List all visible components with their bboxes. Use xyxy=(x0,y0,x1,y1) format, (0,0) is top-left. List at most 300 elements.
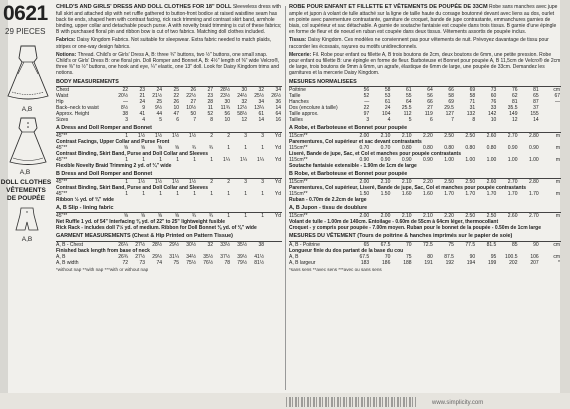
body-measure-cell: 23 xyxy=(207,92,213,99)
fr-measure-cell: 14 xyxy=(533,116,539,123)
fr-yardage-a-row-label: 115cm** xyxy=(289,157,308,164)
fr-yardage-b-cell: 1.70 xyxy=(507,191,518,198)
garment-measure-row-label: A, B width xyxy=(56,259,79,266)
yardage-b-cell: 2 xyxy=(227,179,230,186)
fr-garment-measure-cell: 95 xyxy=(490,253,497,260)
fr-yardage-slip-cell: 2.50 xyxy=(486,213,497,220)
yardage-b-cell: 2 xyxy=(210,179,213,186)
yardage-slip-cell: ¾ xyxy=(191,213,196,220)
fr-measure-cell: 66 xyxy=(427,98,433,105)
yardage-a-cell: 1 xyxy=(176,157,179,164)
fr-garment-measure-cell: 85 xyxy=(511,241,518,248)
fr-measure-cell: 64 xyxy=(427,86,433,93)
yardage-a-cell: 1 xyxy=(125,157,128,164)
body-measure-cell: 23 xyxy=(139,86,145,93)
fr-yardage-b-cell: 2.80 xyxy=(528,179,539,186)
fr-measure-row xyxy=(289,117,561,123)
fr-yardage-b-cell: m xyxy=(555,191,560,198)
envelope-edge-bottom xyxy=(0,393,570,409)
fr-yardage-b-cell: 1.70 xyxy=(486,191,497,198)
fr-measure-cell: 127 xyxy=(445,110,454,117)
fr-garment-measure-cell: 75 xyxy=(448,241,454,248)
fr-measure-cell: 112 xyxy=(403,110,412,117)
french-title: ROBE POUR ENFANT ET FILLETTE ET VÊTEMENTS DE POUPÉE DE 33CM xyxy=(289,4,488,10)
fr-garment-measure-row-label: A, B largeur xyxy=(289,259,316,266)
fr-measure-cell: 58 xyxy=(384,86,391,93)
body-measure-cell: 58½ xyxy=(237,110,247,117)
fr-yardage-a-cell: 0.80 xyxy=(486,145,497,152)
fr-measure-row-label: Taille approx. xyxy=(289,110,319,117)
doll-clothes-label: DOLL CLOTHES xyxy=(0,179,52,186)
yardage-a-cell: Yd xyxy=(274,157,281,164)
fr-yardage-a-cell: 0.90 xyxy=(359,157,370,164)
fr-measure-cell: 66 xyxy=(448,86,454,93)
garment-measure-cell: 39½ xyxy=(237,253,247,260)
fabrics-label: Fabrics: xyxy=(56,37,76,44)
yardage-b-cell: 1 xyxy=(244,191,247,198)
fr-garment-measure-cell: cm xyxy=(553,241,560,248)
fr-garment-measure-cell: 70 xyxy=(406,241,412,248)
body-measure-cell: 20½ xyxy=(118,92,128,99)
fabrics-text: Daisy Kingdom Fabrics. Not suitable for sleepwear. Extra fabric needed to match plaids, stripes or one-way design fabrics. xyxy=(56,37,272,50)
mesures-heading: MESURES NORMALISEES xyxy=(289,79,561,87)
fr-measure-cell: 76 xyxy=(490,98,497,105)
fr-yardage-b-cell: 2.20 xyxy=(423,179,433,186)
yardage-b-cell: 1 xyxy=(193,191,196,198)
garment-measure-cell: 33½ xyxy=(220,241,230,248)
body-measure-cell: 14 xyxy=(258,116,264,123)
fr-measure-cell: 81 xyxy=(533,86,539,93)
fr-yardage-a-cell: m xyxy=(555,133,560,140)
yardage-slip-cell: 1 xyxy=(244,213,247,220)
yardage-a-cell: ¾ xyxy=(208,145,213,152)
garment-measure-cell: 37½ xyxy=(220,253,230,260)
body-measure-cell: 28½ xyxy=(220,86,230,93)
fr-garment-measure-cell: 81.5 xyxy=(486,241,497,248)
fr-yardage-a-cell: 2.70 xyxy=(507,133,518,140)
yardage-b-cell: 1 xyxy=(125,179,128,186)
yardage-a-cell: 1 xyxy=(142,157,145,164)
fr-garment-measure-cell: 90 xyxy=(533,241,539,248)
english-title: CHILD'S AND GIRLS' DRESS AND DOLL CLOTHES FOR 18" DOLL xyxy=(56,4,232,10)
fr-garment-measure-cell: 202 xyxy=(509,259,518,266)
notions-label: Notions: xyxy=(56,51,77,58)
fr-measure-cell: 76 xyxy=(511,86,518,93)
mercerie-text: Fil. Robe pour enfant ou fillette A, B trois boutons de 2cm, deux boutons de 6mm, une petite pression. Robe pour enfant ou fillette B: une épingle en forme de fleur. Barboteuse et Bonnet pour poupée A, B 11,5cm de Velcro® de 2cm de large, trois boutons de 9mm à 6mm, un agrafe, élastique de 6mm de large, une poupée de 33cm. Demandez les garnitures et la mercerie Daisy Kingdom. xyxy=(289,51,561,77)
body-measure-cell: 11¾ xyxy=(220,104,230,111)
body-measure-cell: 50 xyxy=(190,110,196,117)
yardage-slip-cell: ⅝ xyxy=(157,213,162,220)
section-b-heading: B Dress and Doll Romper and Bonnet xyxy=(56,171,282,179)
yardage-a-row xyxy=(56,163,282,169)
yardage-slip-cell: ¾ xyxy=(208,213,213,220)
body-measure-cell: — xyxy=(123,98,128,105)
fr-yardage-b-cell: m xyxy=(555,179,560,186)
body-measurements-heading: BODY MEASUREMENTS xyxy=(56,79,282,87)
yardage-b-cell: 1 xyxy=(261,191,264,198)
yardage-a-cell: 1¼ xyxy=(223,157,230,164)
pieces-count: 29 PIECES xyxy=(5,27,46,36)
yardage-b-row-label: Contrast Binding, Skirt Band, Purse and Doll Collar and Sleeves xyxy=(56,185,208,192)
fr-garment-measure-row xyxy=(289,260,561,266)
barcode-strip xyxy=(286,397,416,407)
yardage-slip-cell: 1 xyxy=(227,213,230,220)
fr-yardage-a-cell: 1.00 xyxy=(465,157,476,164)
yardage-b-cell: 1½ xyxy=(172,179,179,186)
body-measure-cell: 22½ xyxy=(186,92,196,99)
body-measure-cell: 30 xyxy=(224,98,230,105)
body-measure-cell: 21½ xyxy=(152,92,162,99)
garment-measure-cell: 41½ xyxy=(254,253,264,260)
garment-measure-cell: 38 xyxy=(258,241,264,248)
fr-yardage-slip-row-label: Croquet - y compris pour poupée - 7.00m moyen. Ruban pour le bonnet de la poupée - 0.50m de 1cm large xyxy=(289,225,541,232)
yardage-a-cell: 1 xyxy=(125,133,128,140)
fr-yardage-a-cell: 0.80 xyxy=(423,145,433,152)
body-measure-cell: 16 xyxy=(275,116,281,123)
fr-measure-cell: 22 xyxy=(363,104,370,111)
fr-measure-cell: 4 xyxy=(387,116,391,123)
body-measure-cell: 23½ xyxy=(220,92,230,99)
fr-yardage-a-cell: 2.10 xyxy=(401,133,412,140)
fr-garment-measure-row-label: A, B xyxy=(289,253,299,260)
fr-yardage-slip-cell: 2.70 xyxy=(528,213,539,220)
fr-measure-cell: 155 xyxy=(530,110,539,117)
yardage-a-cell: 2 xyxy=(210,133,213,140)
yardage-a-cell: 1½ xyxy=(189,133,196,140)
fr-measure-row-label: Poitrine xyxy=(289,86,306,93)
fr-yardage-a-cell: 0.90 xyxy=(507,145,518,152)
body-measure-cell: 25 xyxy=(173,86,179,93)
fr-yardage-b-row xyxy=(289,197,561,203)
yardage-a-cell: 1 xyxy=(193,157,196,164)
fr-measure-cell: 61 xyxy=(384,98,391,105)
slip-heading: A, B Slip - lining fabric xyxy=(56,205,282,213)
body-measure-cell: 22 xyxy=(122,86,128,93)
doll-romper-sketch xyxy=(12,206,42,234)
fr-yardage-a-cell: 0.70 xyxy=(380,145,391,152)
body-measure-cell: 34 xyxy=(275,86,281,93)
section-b-yardage-table xyxy=(56,179,282,203)
garment-measure-cell: 75½ xyxy=(186,259,196,266)
yardage-a-cell: 1¼ xyxy=(240,157,247,164)
fr-measure-cell: 24 xyxy=(384,104,391,111)
fr-yardage-a-cell: 1.00 xyxy=(507,157,518,164)
body-measure-cell: 47 xyxy=(173,110,179,117)
body-measure-cell: 27 xyxy=(190,98,196,105)
fr-yardage-slip-cell: 2.00 xyxy=(380,213,391,220)
doll-clothes-fr-2: DE POUPÉE xyxy=(7,195,45,202)
garment-measure-cell: 28½ xyxy=(152,241,162,248)
fr-garment-measure-cell: 183 xyxy=(360,259,370,266)
fr-yardage-b-row-label: Ruban - 0.70m de 2.2cm de large xyxy=(289,197,367,204)
garment-measure-cell: 27½ xyxy=(135,241,145,248)
tissus-text: Daisy Kingdom. Ces modèles ne conviennent pas pour vêtements de nuit. Prévoyez davantage de tissu pour raccorder les écossais, rayures ou motifs unidirectionnels. xyxy=(289,37,549,50)
fr-slip-heading: A, B Jupon - tissu de doublure xyxy=(289,205,561,213)
fr-yardage-b-cell: 2.70 xyxy=(507,179,518,186)
fr-garment-measure-cell: 65 xyxy=(363,241,370,248)
fr-measure-cell: 64 xyxy=(406,98,412,105)
fr-yardage-a-row-label: Parementures, Col supérieur et sac devant contrastants xyxy=(289,139,422,146)
fr-yardage-b-cell: 2.10 xyxy=(380,179,391,186)
body-measure-cell: 24 xyxy=(139,98,145,105)
fr-garment-measure-cell: 87.5 xyxy=(444,253,454,260)
fr-yardage-a-cell: 0.70 xyxy=(359,145,370,152)
fr-yardage-b-cell: 1.50 xyxy=(359,191,370,198)
garment-measure-cell: 27½ xyxy=(135,253,145,260)
slip-yardage-table xyxy=(56,213,282,231)
body-measure-cell: 25 xyxy=(156,98,162,105)
yardage-b-cell: 1 xyxy=(227,191,230,198)
fr-measure-cell: 35.5 xyxy=(507,104,518,111)
yardage-a-cell: ⅝ xyxy=(157,145,162,152)
fr-measure-cell: 29.5 xyxy=(444,104,454,111)
yardage-slip-cell: ⅝ xyxy=(123,213,128,220)
french-description: Robe sans manches avec jupe ample et jupon à volant de tulle attaché sur la ligne de taille haute du corsage boutonné devant avec liens au dos, ourlet en pointe avec parementure contrastante, garniture de croquet, bande de jupe contrastante, emmanchures garnies de biais, col supérieur et sac détachable. A garnie de soutache fantaisie est coupée dans trois tissus. B garnie d'une épingle en forme de fleur et de noeud en ruban est coupée dans deux tissus. Vêtements assortis de poupée inclus. xyxy=(289,4,558,36)
fr-garment-measure-cell: 80 xyxy=(427,253,433,260)
yardage-a-row-label: 45"** xyxy=(56,145,68,152)
fr-yardage-a-cell: 0.90 xyxy=(401,157,412,164)
body-measure-cell: 11 xyxy=(207,104,213,111)
body-measure-cell: 21 xyxy=(139,92,145,99)
body-measure-row-label: Back–neck to waist xyxy=(56,104,99,111)
fr-garment-measure-cell: 194 xyxy=(466,259,476,266)
fr-yardage-b-row-label: 115cm** xyxy=(289,191,308,198)
body-measure-cell: 8½ xyxy=(121,104,128,111)
yardage-a-cell: 1 xyxy=(261,145,264,152)
garment-measure-cell: 73 xyxy=(139,259,145,266)
yardage-b-cell: Yd xyxy=(274,179,281,186)
fr-measure-cell: cm xyxy=(553,86,560,93)
yardage-b-cell: 3 xyxy=(244,179,247,186)
body-measure-cell: 6 xyxy=(176,116,179,123)
fr-yardage-a-cell: 2.60 xyxy=(486,133,497,140)
yardage-slip-row-label: Net Ruffle 1 yd. of 54" Interfacing ⅜ yd. of 22" to 25" lightweight fusible xyxy=(56,219,226,226)
yardage-a-cell: 3 xyxy=(244,133,247,140)
french-footnote: *sans sens **avec sens ***avec ou sans sens xyxy=(289,266,382,272)
yardage-b-cell: 1½ xyxy=(138,179,145,186)
yardage-a-cell: 1 xyxy=(210,157,213,164)
fr-yardage-a-cell: 0.90 xyxy=(528,145,539,152)
body-measure-cell: 12 xyxy=(241,116,247,123)
fr-yardage-slip-cell: 2.50 xyxy=(465,213,476,220)
yardage-a-cell: 3 xyxy=(261,133,264,140)
yardage-a-cell: 1 xyxy=(244,145,247,152)
fr-yardage-a-cell: 0.90 xyxy=(423,157,433,164)
body-measure-cell: 52 xyxy=(207,110,213,117)
body-measure-cell: 30 xyxy=(241,86,247,93)
fr-garment-measure-cell: 72.5 xyxy=(423,241,433,248)
body-measure-cell: 4 xyxy=(142,116,145,123)
view-label-1: A,B xyxy=(21,106,33,113)
body-measure-cell: 14 xyxy=(275,104,281,111)
fr-measure-row-label: Hanches xyxy=(289,98,309,105)
fr-measure-cell: 12 xyxy=(511,116,518,123)
fr-section-a-heading: A Robe, et Barboteuse et Bonnet pour poupée xyxy=(289,125,561,133)
garment-measure-cell: 74 xyxy=(156,259,162,266)
fr-measure-cell: 60 xyxy=(490,92,497,99)
fr-section-b-table xyxy=(289,179,561,203)
fr-measure-cell: 87 xyxy=(533,98,539,105)
yardage-b-row-label: Ribbon ½ yd. of ¾" wide xyxy=(56,197,114,204)
doll-clothes-fr-1: VÊTEMENTS xyxy=(6,187,46,194)
fr-yardage-a-cell: 2.00 xyxy=(359,133,370,140)
yardage-a-cell: 1½ xyxy=(172,133,179,140)
body-measure-cell: 26½ xyxy=(271,92,281,99)
dress-front-sketch xyxy=(6,116,50,168)
fr-yardage-slip-row-label: 115cm** xyxy=(289,213,308,220)
yardage-a-cell: 1 xyxy=(227,145,230,152)
fr-yardage-a-cell: 2.50 xyxy=(465,133,476,140)
view-label-3: A,B xyxy=(21,236,33,243)
body-measure-cell: 38 xyxy=(122,110,128,117)
fr-yardage-b-cell: 2.60 xyxy=(486,179,497,186)
english-description: Sleeveless dress with full skirt and attached slip with net ruffle gathered to button-front bodice at raised waistline seam has back tie ends, shaped hem with contrast facing, rick rack trimming and contrast skirt band, armhole binding, upper collar and detachable pouch purse. A with novelty braid trimming is cut of these fabrics; B with purchased floral pin and ribbon bow is cut of two fabrics. Matching doll clothes included. xyxy=(56,4,282,36)
yardage-a-cell: 1½ xyxy=(155,133,162,140)
yardage-slip-cell: ⅝ xyxy=(140,213,145,220)
fr-garment-measure-cell: 100.5 xyxy=(504,253,518,260)
fr-measure-row-label: Taille xyxy=(289,92,301,99)
section-a-heading: A Dress and Doll Romper and Bonnet xyxy=(56,125,282,133)
fr-measure-cell: 7 xyxy=(451,116,454,123)
fr-garment-table xyxy=(289,242,561,266)
body-measure-cell: 44 xyxy=(156,110,162,117)
body-measure-row-label: Waist xyxy=(56,92,69,99)
fr-yardage-slip-cell: 2.10 xyxy=(423,213,433,220)
fr-garment-measure-cell: 199 xyxy=(487,259,497,266)
body-measure-cell: 28 xyxy=(207,98,213,105)
body-measure-cell: 10½ xyxy=(186,104,196,111)
body-measure-cell: 32 xyxy=(258,86,264,93)
fr-yardage-slip-row-label: Volant de tulle - 1.00m de 140cm. Entoilage - 0.60m de 55cm à 64cm léger, thermocollant xyxy=(289,219,499,226)
fr-garment-heading: MESURES DU VÊTEMENT (Tours de poitrine & hanches imprimés sur le papier de soie) xyxy=(289,233,561,241)
body-measure-row xyxy=(56,117,282,123)
fr-yardage-b-cell: 2.00 xyxy=(359,179,370,186)
left-strip xyxy=(0,0,52,393)
garment-measure-cell: 79½ xyxy=(237,259,247,266)
fr-yardage-slip-cell: 2.00 xyxy=(359,213,370,220)
fr-measure-cell: 3 xyxy=(366,116,370,123)
body-measure-cell: 3 xyxy=(125,116,128,123)
yardage-b-cell: 1 xyxy=(159,191,162,198)
fr-measure-cell: 71 xyxy=(469,98,476,105)
fr-measure-cell: 67 xyxy=(554,92,560,99)
body-measure-cell: 56 xyxy=(224,110,230,117)
yardage-b-row-label: 45"** xyxy=(56,191,68,198)
yardage-a-cell: 2 xyxy=(227,133,230,140)
fr-garment-measure-cell: 67.5 xyxy=(380,241,391,248)
garment-measure-cell: 29½ xyxy=(169,241,179,248)
garment-measure-cell: 31¼ xyxy=(169,253,179,260)
body-measure-row-label: Chest xyxy=(56,86,70,93)
body-measure-cell: 12½ xyxy=(237,104,247,111)
body-measure-cell: 36 xyxy=(275,98,281,105)
body-measure-cell: 13¼ xyxy=(254,104,264,111)
fr-yardage-b-cell: 1.70 xyxy=(465,191,476,198)
fr-measure-cell: — xyxy=(364,98,370,105)
fr-yardage-a-cell: 0.90 xyxy=(380,157,391,164)
fr-garment-measure-cell: 70 xyxy=(384,253,391,260)
garment-measure-cell-empty xyxy=(265,260,282,266)
fr-measure-cell: 73 xyxy=(490,86,497,93)
fr-garment-measure-cell: 191 xyxy=(424,259,433,266)
mesures-table xyxy=(289,87,561,123)
fr-measure-cell: 52 xyxy=(363,92,370,99)
fr-measure-cell: 58 xyxy=(469,92,476,99)
fr-yardage-a-cell: 0.80 xyxy=(401,145,412,152)
fr-yardage-b-cell: 1.50 xyxy=(380,191,391,198)
fr-yardage-a-cell: 1.00 xyxy=(528,157,539,164)
english-column xyxy=(56,4,282,273)
garment-measure-cell: 35½ xyxy=(237,241,247,248)
fr-measure-cell: 69 xyxy=(448,98,454,105)
garment-measure-row-label: Finished back length from base of neck xyxy=(56,247,150,254)
body-measure-cell: 22 xyxy=(173,92,179,99)
fr-measure-cell: — xyxy=(555,98,560,105)
body-measure-cell: 24 xyxy=(156,86,162,93)
fr-yardage-b-cell: 1.60 xyxy=(423,191,433,198)
fr-yardage-a-cell: 1.00 xyxy=(486,157,497,164)
fr-measure-cell: 6 xyxy=(429,116,433,123)
french-column xyxy=(289,4,561,273)
fr-measure-cell: 31 xyxy=(469,104,476,111)
section-a-yardage-table xyxy=(56,133,282,169)
fr-yardage-a-cell: m xyxy=(555,157,560,164)
body-measure-cell: 10 xyxy=(173,104,179,111)
fr-garment-measure-cell: * xyxy=(558,259,560,266)
fr-measure-cell: 5 xyxy=(408,116,412,123)
fr-measure-cell: 69 xyxy=(469,86,476,93)
fr-measure-cell: 62 xyxy=(511,92,518,99)
body-measure-cell: 61 xyxy=(258,110,264,117)
fr-measure-cell: 56 xyxy=(363,86,370,93)
garment-measure-cell: 76½ xyxy=(203,259,213,266)
fr-garment-measure-row-label: A, B - Poitrine xyxy=(289,241,320,248)
fr-garment-measure-cell: 106 xyxy=(530,253,539,260)
fr-yardage-b-row-label: Parementures, Col supérieur, Liseré, Bande de jupe, Sac, Col et manches pour poupée contrastants xyxy=(289,185,527,192)
fr-yardage-b-cell: 1.70 xyxy=(444,191,454,198)
yardage-a-cell: Yd xyxy=(274,145,281,152)
yardage-b-cell: 1 xyxy=(176,191,179,198)
notions-text: Thread. Child's or Girls' Dress A, B: three ¾" buttons, two ½" buttons, one small snap. Child's or Girls' Dress B: one floral pin. Doll Romper and Bonnet A, B: 4½" length of ⅜" wide Velcro®, three ⅜" to ½" buttons, one hook and eye, ¼" elastic, one 13" doll. Look for Daisy Kingdom trims and notions. xyxy=(56,51,280,77)
garment-measure-cell: 34½ xyxy=(186,253,196,260)
body-measure-row-label: Hip xyxy=(56,98,64,105)
fr-yardage-slip-cell: 2.20 xyxy=(444,213,454,220)
fr-measure-cell: 65 xyxy=(533,92,539,99)
garment-measure-row xyxy=(56,260,282,266)
yardage-a-cell: 1¼ xyxy=(257,157,264,164)
fr-garment-measure-cell: 192 xyxy=(445,259,454,266)
yardage-b-cell: 1 xyxy=(210,191,213,198)
fr-yardage-b-cell: 1.70 xyxy=(528,191,539,198)
fr-measure-cell: 55 xyxy=(406,92,412,99)
fr-yardage-a-row-label: 115cm** xyxy=(289,133,308,140)
yardage-a-row-label: Flexible Novelty Braid Trimming 2 yd. of ¾" wide xyxy=(56,163,172,170)
garment-measure-cell: 75 xyxy=(173,259,179,266)
fr-yardage-a-row xyxy=(289,163,561,169)
garment-measure-cell: 30½ xyxy=(186,241,196,248)
fr-measure-cell: 119 xyxy=(424,110,433,117)
fr-yardage-a-cell: 2.50 xyxy=(444,133,454,140)
mercerie-label: Mercerie: xyxy=(289,51,312,58)
fr-measure-cell: 104 xyxy=(382,110,391,117)
body-measure-cell: 9½ xyxy=(155,104,162,111)
dress-back-sketch xyxy=(4,44,52,104)
body-measure-cell: 9 xyxy=(142,104,145,111)
yardage-b-cell: Yd xyxy=(274,191,281,198)
garment-measure-cell: 72 xyxy=(122,259,128,266)
fr-measure-cell: 25.5 xyxy=(401,104,412,111)
fr-garment-measure-cell: 67.5 xyxy=(359,253,370,260)
